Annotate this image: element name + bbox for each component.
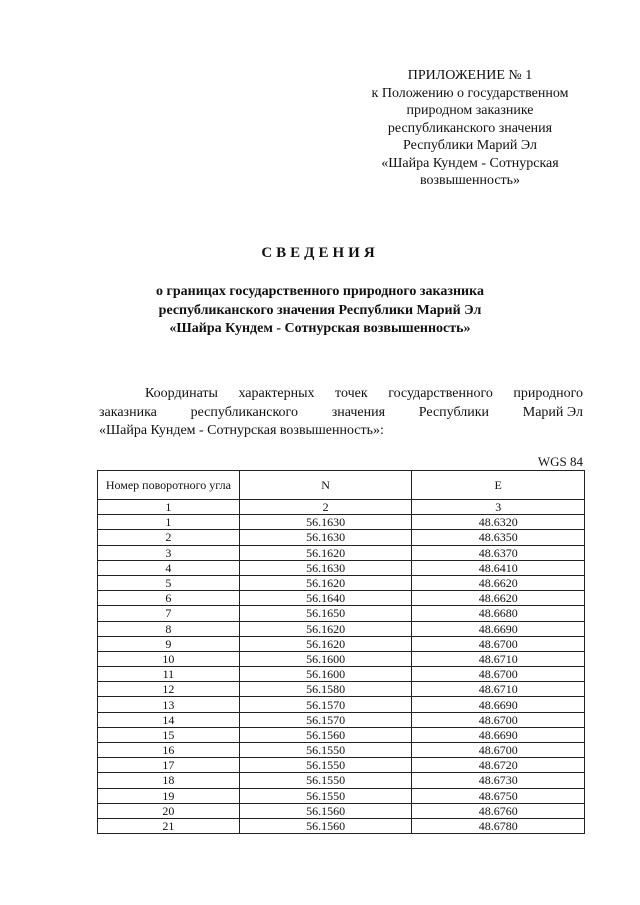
table-column-numbers-row	[98, 500, 585, 515]
cell-n-value: 56.1570	[239, 697, 412, 712]
cell-n-value: 56.1550	[239, 743, 412, 758]
cell-point-number: 3	[98, 545, 240, 560]
table-row	[98, 606, 585, 621]
cell-e-value: 48.6780	[412, 818, 585, 833]
cell-point-number: 13	[98, 697, 240, 712]
paragraph-word: характерных	[238, 386, 315, 401]
cell-n-value: 56.1620	[239, 545, 412, 560]
cell-n-value: 56.1640	[239, 591, 412, 606]
cell-point-number: 10	[98, 651, 240, 666]
cell-e-value: 48.6370	[412, 545, 585, 560]
cell-e-value: 48.6720	[412, 758, 585, 773]
table-row	[98, 515, 585, 530]
table-row	[98, 773, 585, 788]
appendix-line: «Шайра Кундем - Сотнурская	[381, 155, 559, 171]
cell-point-number: 15	[98, 727, 240, 742]
cell-n-value: 56.1620	[239, 621, 412, 636]
cell-e-value: 48.6620	[412, 591, 585, 606]
cell-e-value: 48.6710	[412, 651, 585, 666]
subheading-line: республиканского значения Республики Марий Эл	[158, 302, 482, 318]
table-row	[98, 818, 585, 833]
appendix-block	[345, 67, 595, 190]
document-subheading	[0, 283, 640, 339]
header-point-number: Номер поворотного угла	[98, 471, 240, 500]
table-row	[98, 560, 585, 575]
cell-n-value: 56.1560	[239, 818, 412, 833]
paragraph-word: заказника	[99, 404, 157, 420]
cell-n-value: 56.1550	[239, 758, 412, 773]
paragraph-word: точек	[335, 386, 368, 401]
table-row	[98, 545, 585, 560]
cell-e-value: 48.6690	[412, 727, 585, 742]
cell-point-number: 16	[98, 743, 240, 758]
paragraph-line: «Шайра Кундем - Сотнурская возвышенность»:	[99, 423, 384, 438]
cell-point-number: 12	[98, 682, 240, 697]
cell-n-value: 56.1580	[239, 682, 412, 697]
table-row	[98, 575, 585, 590]
paragraph-line	[99, 385, 583, 404]
paragraph-word: Координаты	[145, 386, 218, 401]
table-row	[98, 788, 585, 803]
cell-point-number: 19	[98, 788, 240, 803]
cell-point-number: 6	[98, 591, 240, 606]
appendix-line: Республики Марий Эл	[403, 138, 537, 153]
table-row	[98, 621, 585, 636]
cell-n-value: 56.1570	[239, 712, 412, 727]
cell-point-number: 5	[98, 575, 240, 590]
table-row	[98, 667, 585, 682]
cell-e-value: 48.6700	[412, 743, 585, 758]
cell-e-value: 48.6690	[412, 697, 585, 712]
cell-e-value: 48.6620	[412, 575, 585, 590]
cell-n-value: 56.1630	[239, 530, 412, 545]
intro-paragraph	[99, 385, 583, 441]
appendix-title: ПРИЛОЖЕНИЕ № 1	[407, 68, 533, 83]
column-number: 3	[412, 500, 585, 515]
appendix-line: природном заказнике	[406, 103, 534, 118]
paragraph-word: Республики	[418, 404, 490, 420]
cell-e-value: 48.6750	[412, 788, 585, 803]
cell-n-value: 56.1600	[239, 651, 412, 666]
cell-e-value: 48.6680	[412, 606, 585, 621]
document-heading: СВЕДЕНИЯ	[261, 245, 379, 261]
cell-point-number: 8	[98, 621, 240, 636]
cell-n-value: 56.1630	[239, 560, 412, 575]
appendix-line: к Положению о государственном	[371, 85, 569, 101]
cell-n-value: 56.1620	[239, 575, 412, 590]
paragraph-word: природного	[513, 386, 583, 401]
coordinates-table	[97, 470, 585, 834]
table-row	[98, 758, 585, 773]
appendix-line: республиканского значения	[387, 120, 553, 136]
header-e: E	[412, 471, 585, 500]
table-header-row	[98, 471, 585, 500]
cell-n-value: 56.1600	[239, 667, 412, 682]
table-row	[98, 530, 585, 545]
cell-n-value: 56.1650	[239, 606, 412, 621]
cell-point-number: 7	[98, 606, 240, 621]
table-row	[98, 682, 585, 697]
cell-n-value: 56.1630	[239, 515, 412, 530]
paragraph-word: Марий Эл	[522, 404, 583, 420]
column-number: 2	[239, 500, 412, 515]
column-number: 1	[98, 500, 240, 515]
cell-n-value: 56.1560	[239, 803, 412, 818]
cell-e-value: 48.6700	[412, 636, 585, 651]
coordinate-system-label: WGS 84	[537, 454, 583, 469]
table-row	[98, 743, 585, 758]
cell-n-value: 56.1550	[239, 788, 412, 803]
table-row	[98, 591, 585, 606]
appendix-line: возвышенность»	[419, 173, 521, 188]
paragraph-word: республиканского	[190, 404, 298, 420]
cell-e-value: 48.6690	[412, 621, 585, 636]
table-body	[98, 515, 585, 834]
cell-point-number: 17	[98, 758, 240, 773]
table-row	[98, 651, 585, 666]
table-row	[98, 697, 585, 712]
cell-e-value: 48.6700	[412, 667, 585, 682]
cell-e-value: 48.6410	[412, 560, 585, 575]
cell-point-number: 2	[98, 530, 240, 545]
paragraph-line	[99, 404, 583, 423]
table-row	[98, 803, 585, 818]
table-row	[98, 727, 585, 742]
cell-point-number: 4	[98, 560, 240, 575]
header-n: N	[239, 471, 412, 500]
subheading-line: «Шайра Кундем - Сотнурская возвышенность»	[169, 321, 471, 336]
cell-n-value: 56.1550	[239, 773, 412, 788]
subheading-line: о границах государственного природного заказника	[156, 284, 484, 299]
paragraph-word: государственного	[388, 386, 493, 401]
cell-point-number: 1	[98, 515, 240, 530]
table-row	[98, 636, 585, 651]
cell-point-number: 18	[98, 773, 240, 788]
cell-e-value: 48.6760	[412, 803, 585, 818]
cell-e-value: 48.6730	[412, 773, 585, 788]
cell-point-number: 11	[98, 667, 240, 682]
cell-e-value: 48.6320	[412, 515, 585, 530]
cell-e-value: 48.6710	[412, 682, 585, 697]
cell-point-number: 20	[98, 803, 240, 818]
cell-n-value: 56.1620	[239, 636, 412, 651]
cell-n-value: 56.1560	[239, 727, 412, 742]
cell-e-value: 48.6350	[412, 530, 585, 545]
cell-point-number: 9	[98, 636, 240, 651]
paragraph-word: значения	[331, 404, 386, 420]
cell-point-number: 21	[98, 818, 240, 833]
cell-point-number: 14	[98, 712, 240, 727]
cell-e-value: 48.6700	[412, 712, 585, 727]
table-row	[98, 712, 585, 727]
